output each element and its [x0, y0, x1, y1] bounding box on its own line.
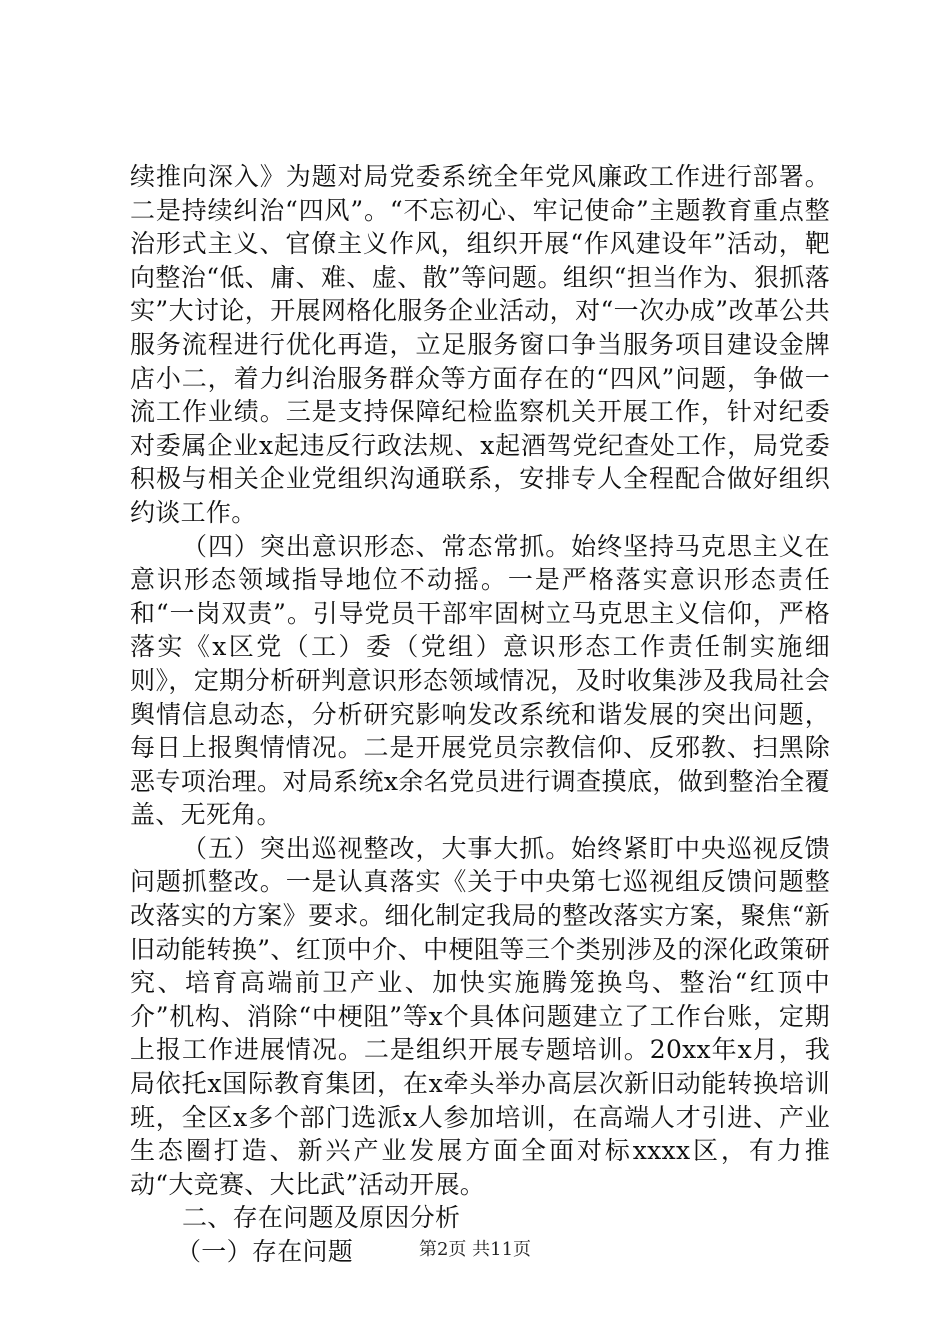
- subsection-heading: （一）存在问题: [176, 1237, 354, 1266]
- body-paragraph: 续推向深入》为题对局党委系统全年党风廉政工作进行部署。二是持续纠治“四风”。“不忘初心、牢记使命”主题教育重点整治形式主义、官僚主义作风，组织开展“作风建设年”活动，靶向整治“低、庸、难、虚、散”等问题。组织“担当作为、狠抓落实”大讨论，开展网格化服务企业活动，对“一次办成”改革公共服务流程进行优化再造，立足服务窗口争当服务项目建设金牌店小二，着力纠治服务群众等方面存在的“四风”问题，争做一流工作业绩。三是支持保障纪检监察机关开展工作，针对纪委对委属企业x起违反行政法规、x起酒驾党纪查处工作，局党委积极与相关企业党组织沟通联系，安排专人全程配合做好组织约谈工作。: [130, 162, 830, 527]
- section-heading: 二、存在问题及原因分析: [182, 1203, 461, 1233]
- page-footer: 第2页 共11页: [418, 1239, 532, 1260]
- body-paragraph: （四）突出意识形态、常态常抓。始终坚持马克思主义在意识形态领域指导地位不动摇。一是严格落实意识形态责任和“一岗双责”。引导党员干部牢固树立马克思主义信仰，严格落实《x区党（工）委（党组）意识形态工作责任制实施细则》，定期分析研判意识形态领域情况，及时收集涉及我局社会舆情信息动态，分析研究影响发改系统和谐发展的突出问题，每日上报舆情情况。二是开展党员宗教信仰、反邪教、扫黑除恶专项治理。对局系统x余名党员进行调查摸底，做到整治全覆盖、无死角。: [130, 531, 830, 830]
- body-paragraph: （五）突出巡视整改，大事大抓。始终紧盯中央巡视反馈问题抓整改。一是认真落实《关于中央第七巡视组反馈问题整改落实的方案》要求。细化制定我局的整改落实方案，聚焦“新旧动能转换”、红顶中介、中梗阻等三个类别涉及的深化政策研究、培育高端前卫产业、加快实施腾笼换鸟、整治“红顶中介”机构、消除“中梗阻”等x个具体问题建立了工作台账，定期上报工作进展情况。二是组织开展专题培训。20xx年x月，我局依托x国际教育集团，在x牵头举办高层次新旧动能转换培训班，全区x多个部门选派x人参加培训，在高端人才引进、产业生态圈打造、新兴产业发展方面全面对标xxxx区，有力推动“大竞赛、大比武”活动开展。: [130, 833, 830, 1199]
- document-body: [130, 160, 830, 1269]
